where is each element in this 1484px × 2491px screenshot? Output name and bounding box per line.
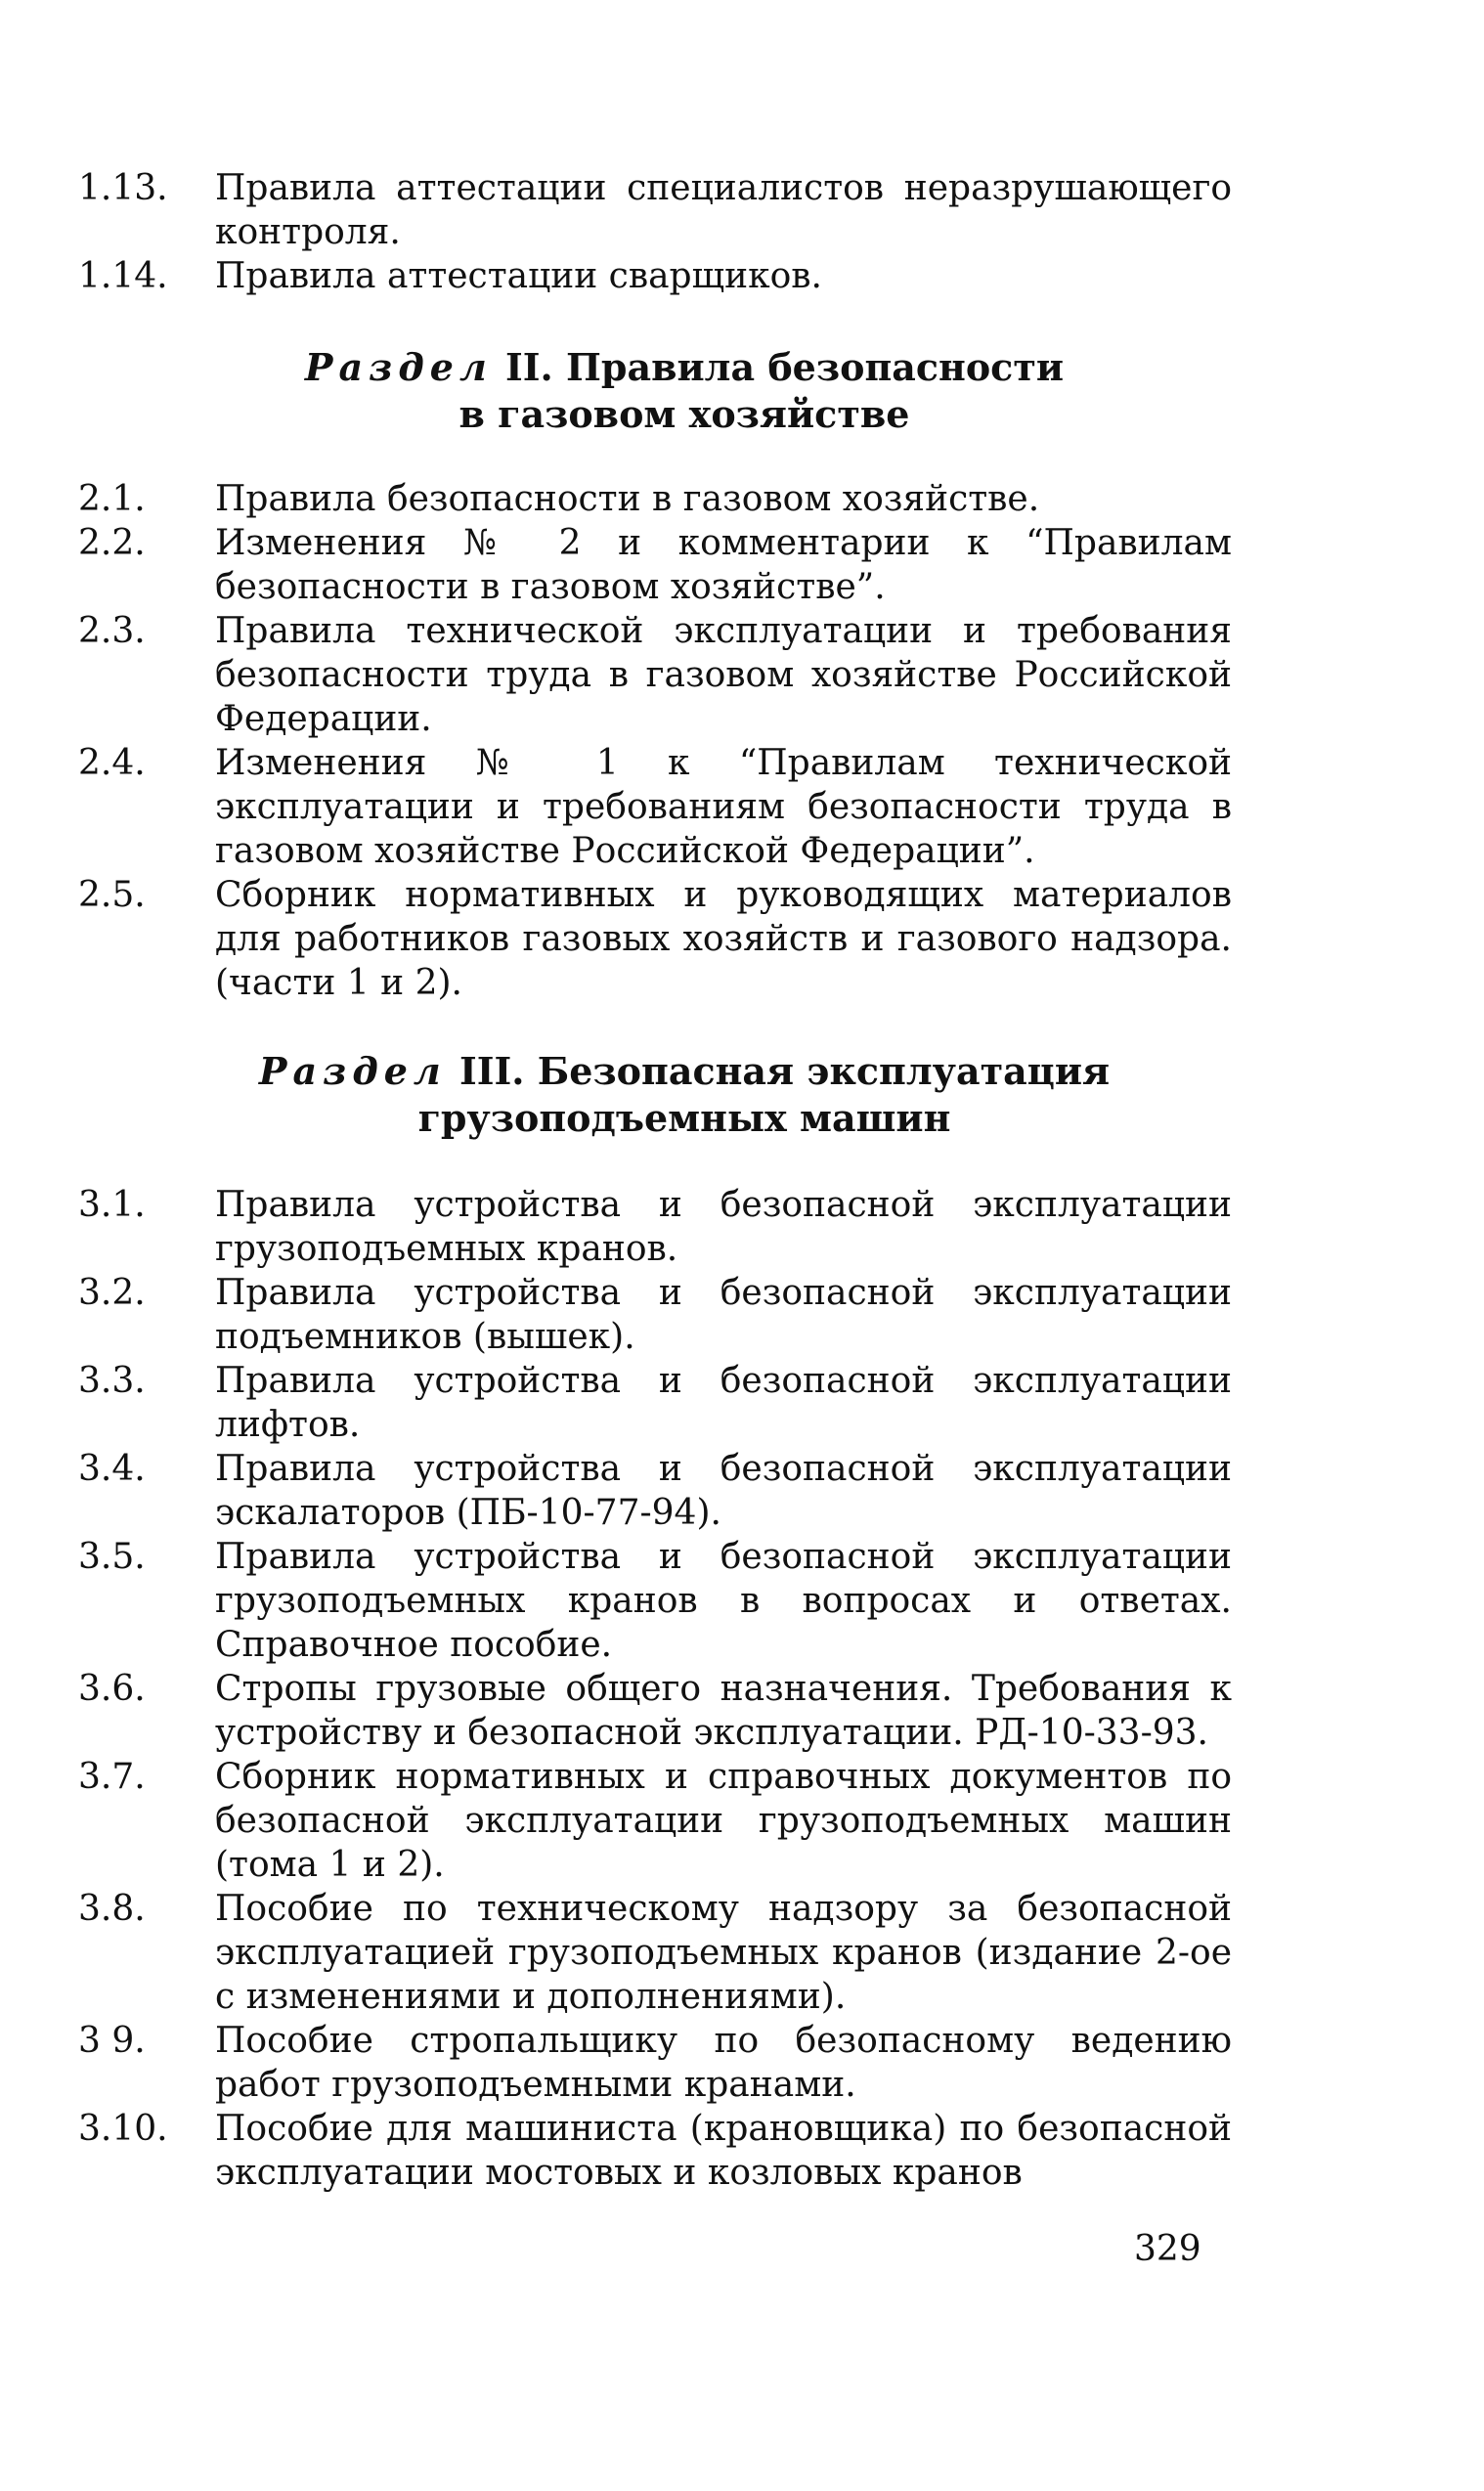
item-number: 3.5. bbox=[78, 1537, 146, 1577]
item-number: 2.3. bbox=[78, 611, 146, 651]
section-prefix: Раздел bbox=[258, 1049, 447, 1093]
item-number: 3.10. bbox=[78, 2109, 168, 2149]
list-item bbox=[78, 609, 1232, 741]
list-item bbox=[78, 1755, 1232, 1887]
item-text: Изменения № 1 к “Правилам технической эксплуатации и требованиям безопасности труда в газовом хозяйстве Российской Федерации”. bbox=[215, 743, 1232, 871]
section-heading-line2: в газовом хозяйстве bbox=[458, 392, 910, 436]
item-number: 2.1. bbox=[78, 479, 146, 519]
list-item bbox=[78, 166, 1232, 254]
page-number: 329 bbox=[1134, 2229, 1201, 2269]
item-number: 3.1. bbox=[78, 1185, 146, 1225]
item-number: 3.7. bbox=[78, 1757, 146, 1797]
item-number: 3.6. bbox=[78, 1669, 146, 1709]
list-item bbox=[78, 1271, 1232, 1359]
item-number: 2.2. bbox=[78, 523, 146, 563]
item-text: Правила устройства и безопасной эксплуатации грузоподъемных кранов. bbox=[215, 1185, 1232, 1269]
item-text: Изменения № 2 и комментарии к “Правилам безопасности в газовом хозяйстве”. bbox=[215, 523, 1232, 607]
section-title: II. Правила безопасности bbox=[492, 345, 1065, 389]
section-heading-line1 bbox=[137, 344, 1232, 391]
section-heading-3 bbox=[137, 1048, 1232, 1142]
item-text: Сборник нормативных и руководящих материалов для работников газовых хозяйств и газового надзора. (части 1 и 2). bbox=[215, 875, 1232, 1003]
section-heading-2 bbox=[137, 344, 1232, 438]
section-heading-line1 bbox=[137, 1048, 1232, 1095]
item-number: 3.4. bbox=[78, 1449, 146, 1489]
item-number: 2.5. bbox=[78, 875, 146, 915]
list-item bbox=[78, 521, 1232, 609]
list-item bbox=[78, 2107, 1232, 2195]
item-text: Правила аттестации специалистов неразрушающего контроля. bbox=[215, 168, 1232, 252]
item-number: 2.4. bbox=[78, 743, 146, 783]
list-item bbox=[78, 477, 1232, 521]
item-text: Правила устройства и безопасной эксплуатации лифтов. bbox=[215, 1361, 1232, 1445]
item-text: Правила аттестации сварщиков. bbox=[215, 256, 822, 296]
item-text: Правила безопасности в газовом хозяйстве. bbox=[215, 479, 1040, 519]
list-item bbox=[78, 1447, 1232, 1535]
section-title: III. Безопасная эксплуатация bbox=[446, 1049, 1111, 1093]
section-prefix: Раздел bbox=[304, 345, 493, 389]
list-item bbox=[78, 873, 1232, 1005]
item-number: 1.14. bbox=[78, 256, 168, 296]
item-number: 3.3. bbox=[78, 1361, 146, 1401]
item-text: Пособие по техническому надзору за безопасной эксплуатацией грузоподъемных кранов (издание 2-ое с изменениями и дополнениями). bbox=[215, 1889, 1232, 2017]
item-number: 3.8. bbox=[78, 1889, 146, 1929]
item-text: Сборник нормативных и справочных документов по безопасной эксплуатации грузоподъемных машин (тома 1 и 2). bbox=[215, 1757, 1232, 1885]
item-text: Пособие стропальщику по безопасному ведению работ грузоподъемными кранами. bbox=[215, 2021, 1232, 2105]
item-number: 3 9. bbox=[78, 2021, 146, 2061]
item-number: 1.13. bbox=[78, 168, 168, 208]
list-item bbox=[78, 1887, 1232, 2019]
list-item bbox=[78, 1535, 1232, 1667]
item-text: Правила устройства и безопасной эксплуатации подъемников (вышек). bbox=[215, 1273, 1232, 1357]
list-item bbox=[78, 254, 1232, 298]
item-text: Стропы грузовые общего назначения. Требования к устройству и безопасной эксплуатации. РД-10-33-93. bbox=[215, 1669, 1232, 1753]
item-text: Правила технической эксплуатации и требования безопасности труда в газовом хозяйстве Российской Федерации. bbox=[215, 611, 1232, 739]
list-item bbox=[78, 1667, 1232, 1755]
item-number: 3.2. bbox=[78, 1273, 146, 1313]
item-text: Правила устройства и безопасной эксплуатации грузоподъемных кранов в вопросах и ответах. Справочное пособие. bbox=[215, 1537, 1232, 1665]
list-item bbox=[78, 1183, 1232, 1271]
item-text: Пособие для машиниста (крановщика) по безопасной эксплуатации мостовых и козловых кранов bbox=[215, 2109, 1232, 2193]
item-text: Правила устройства и безопасной эксплуатации эскалаторов (ПБ-10-77-94). bbox=[215, 1449, 1232, 1533]
section-heading-line2: грузоподъемных машин bbox=[417, 1096, 951, 1140]
list-item bbox=[78, 1359, 1232, 1447]
list-item bbox=[78, 741, 1232, 873]
list-item bbox=[78, 2019, 1232, 2107]
